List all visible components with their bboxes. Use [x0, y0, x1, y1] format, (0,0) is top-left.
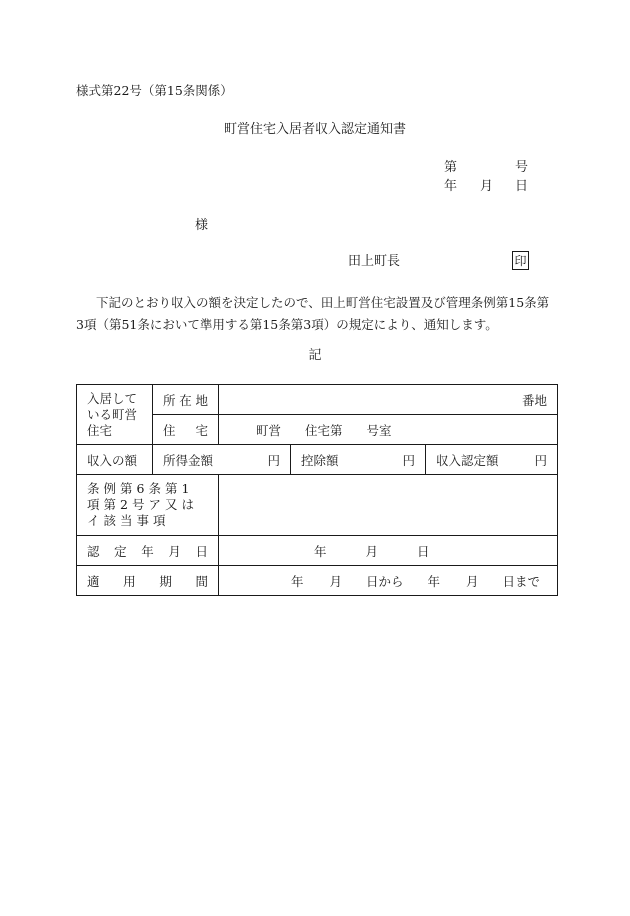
period-value — [219, 566, 558, 596]
form-number: 様式第22号（第15条関係） — [76, 83, 233, 98]
dwelling-town: 町営 — [256, 422, 282, 438]
income-label: 収入の額 — [77, 445, 153, 475]
gross-income-label: 所得金額 — [163, 452, 214, 468]
issue-date-month: 月 — [480, 179, 494, 194]
deduction-yen: 円 — [402, 452, 415, 468]
document-number-prefix: 第 — [444, 160, 458, 175]
period-to-day: 日まで — [502, 573, 541, 589]
period-from-year: 年 — [291, 573, 304, 589]
document-number-suffix: 号 — [515, 160, 529, 175]
notice-body-text: 下記のとおり収入の額を決定したので、田上町営住宅設置及び管理条例第15条第3項（第51条において準用する第15条第3項）の規定により、通知します。 — [76, 295, 550, 332]
issue-date-year: 年 — [444, 179, 458, 194]
clause-value — [219, 475, 558, 536]
location-label: 所在地 — [153, 385, 219, 415]
gross-income-yen: 円 — [267, 452, 280, 468]
deduction-cell — [291, 445, 426, 475]
gross-income-cell — [153, 445, 291, 475]
issue-date-day: 日 — [515, 179, 529, 194]
certified-income-yen: 円 — [534, 452, 548, 468]
location-value: 番地 — [219, 385, 558, 415]
period-from-month: 月 — [329, 573, 343, 589]
period-to-year: 年 — [427, 573, 441, 589]
ki-heading: 記 — [308, 348, 322, 363]
dwelling-number-prefix: 住宅第 — [305, 422, 343, 438]
document-title: 町営住宅入居者収入認定通知書 — [223, 122, 406, 137]
cert-date-value — [219, 536, 558, 566]
details-table — [76, 384, 558, 596]
table-row-location — [77, 385, 558, 415]
period-to-month: 月 — [466, 573, 479, 589]
table-row-cert-date — [77, 536, 558, 566]
period-label: 適用期間 — [77, 566, 219, 596]
resident-house-label: 入居している町営住宅 — [77, 385, 153, 445]
seal-label: 印 — [514, 253, 527, 268]
seal-stamp — [512, 251, 529, 270]
cert-date-label: 認定年月日 — [77, 536, 219, 566]
cert-year: 年 — [314, 543, 327, 559]
cert-day: 日 — [417, 543, 430, 559]
issuer-name: 田上町長 — [348, 254, 401, 269]
cert-month: 月 — [365, 543, 379, 559]
clause-label: 条例第6条第1項第2号ア又はイ該当事項 — [77, 475, 219, 536]
deduction-label: 控除額 — [301, 452, 339, 468]
dwelling-value — [219, 415, 558, 445]
table-row-income — [77, 445, 558, 475]
dwelling-room-suffix: 号室 — [366, 422, 392, 438]
certified-income-cell — [426, 445, 558, 475]
table-row-period — [77, 566, 558, 596]
dwelling-label: 住 宅 — [153, 415, 219, 445]
table-row-clause — [77, 475, 558, 536]
addressee-honorific: 様 — [195, 218, 209, 233]
certified-income-label: 収入認定額 — [436, 452, 499, 468]
period-from-day: 日から — [366, 573, 404, 589]
